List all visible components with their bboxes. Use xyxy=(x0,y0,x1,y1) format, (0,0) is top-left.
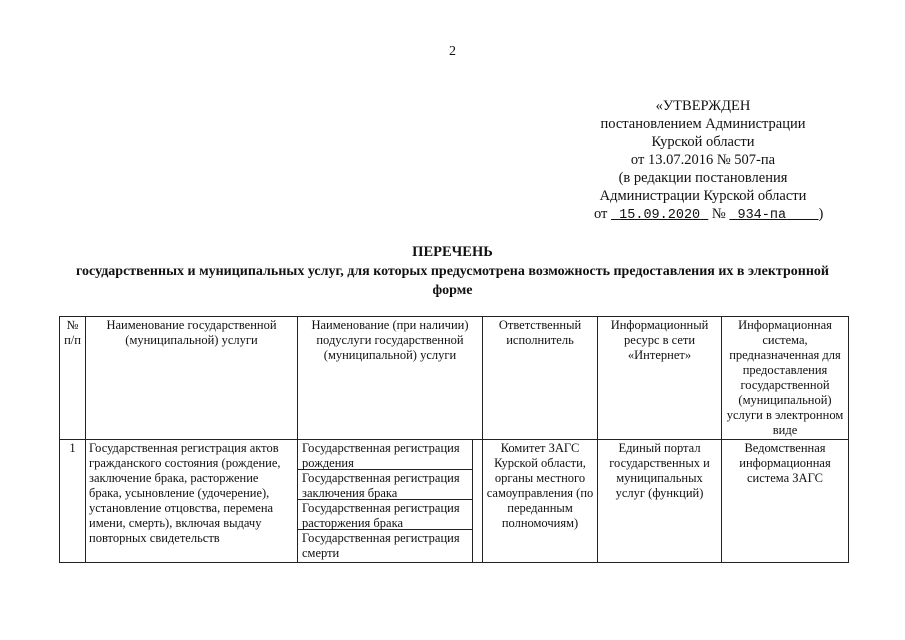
header-num: № п/п xyxy=(60,317,86,440)
subservice-item: Государственная регистрация расторжения брака xyxy=(298,500,472,530)
approval-line: постановлением Администрации xyxy=(600,116,806,132)
approval-line: Курской области xyxy=(651,134,755,150)
approval-num-label: № xyxy=(711,206,726,222)
header-service: Наименование государственной (муниципальной) услуги xyxy=(86,317,298,440)
subservice-item: Государственная регистрация рождения xyxy=(298,440,472,470)
title-heading: ПЕРЕЧЕНЬ xyxy=(412,244,493,260)
approval-number: 934-па xyxy=(737,208,787,223)
approval-date: 15.09.2020 xyxy=(619,208,701,223)
services-table xyxy=(59,316,849,563)
subservice-item: Государственная регистрация смерти xyxy=(302,531,460,560)
approval-line: «УТВЕРЖДЕН xyxy=(655,98,751,114)
page-number: 2 xyxy=(449,44,456,59)
subservice-item: Государственная регистрация заключения брака xyxy=(298,470,472,500)
approval-sign-line xyxy=(578,205,828,225)
approval-close: ) xyxy=(818,206,824,222)
row-subservices xyxy=(298,440,483,563)
approval-from-label: от xyxy=(594,206,608,222)
approval-line: от 13.07.2016 № 507-па xyxy=(630,152,776,168)
approval-stamp xyxy=(578,97,828,225)
header-subservice: Наименование (при наличии) подуслуги государственной (муниципальной) услуги xyxy=(298,317,483,440)
table-header-row xyxy=(60,317,849,440)
approval-line: Администрации Курской области xyxy=(599,188,807,204)
title-subtitle: государственных и муниципальных услуг, для которых предусмотрена возможность предоставления их в электронной форме xyxy=(76,264,829,298)
document-title xyxy=(60,243,845,300)
row-system: Ведомственная информационная система ЗАГС xyxy=(722,440,849,563)
row-resource: Единый портал государственных и муниципальных услуг (функций) xyxy=(598,440,722,563)
row-service: Государственная регистрация актов гражданского состояния (рождение, заключение брака, расторжение брака, усыновление (удочерение), установление отцовства, перемена имени, смерть), включая выдачу повторных свидетельств xyxy=(86,440,298,563)
header-resource: Информационный ресурс в сети «Интернет» xyxy=(598,317,722,440)
approval-line: (в редакции постановления xyxy=(618,170,788,186)
header-executor: Ответственный исполнитель xyxy=(483,317,598,440)
table-row xyxy=(60,440,849,563)
row-num: 1 xyxy=(60,440,86,563)
header-system: Информационная система, предназначенная для предоставления государственной (муниципальной) услуги в электронном виде xyxy=(722,317,849,440)
row-executor: Комитет ЗАГС Курской области, органы местного самоуправления (по переданным полномочиям) xyxy=(483,440,598,563)
